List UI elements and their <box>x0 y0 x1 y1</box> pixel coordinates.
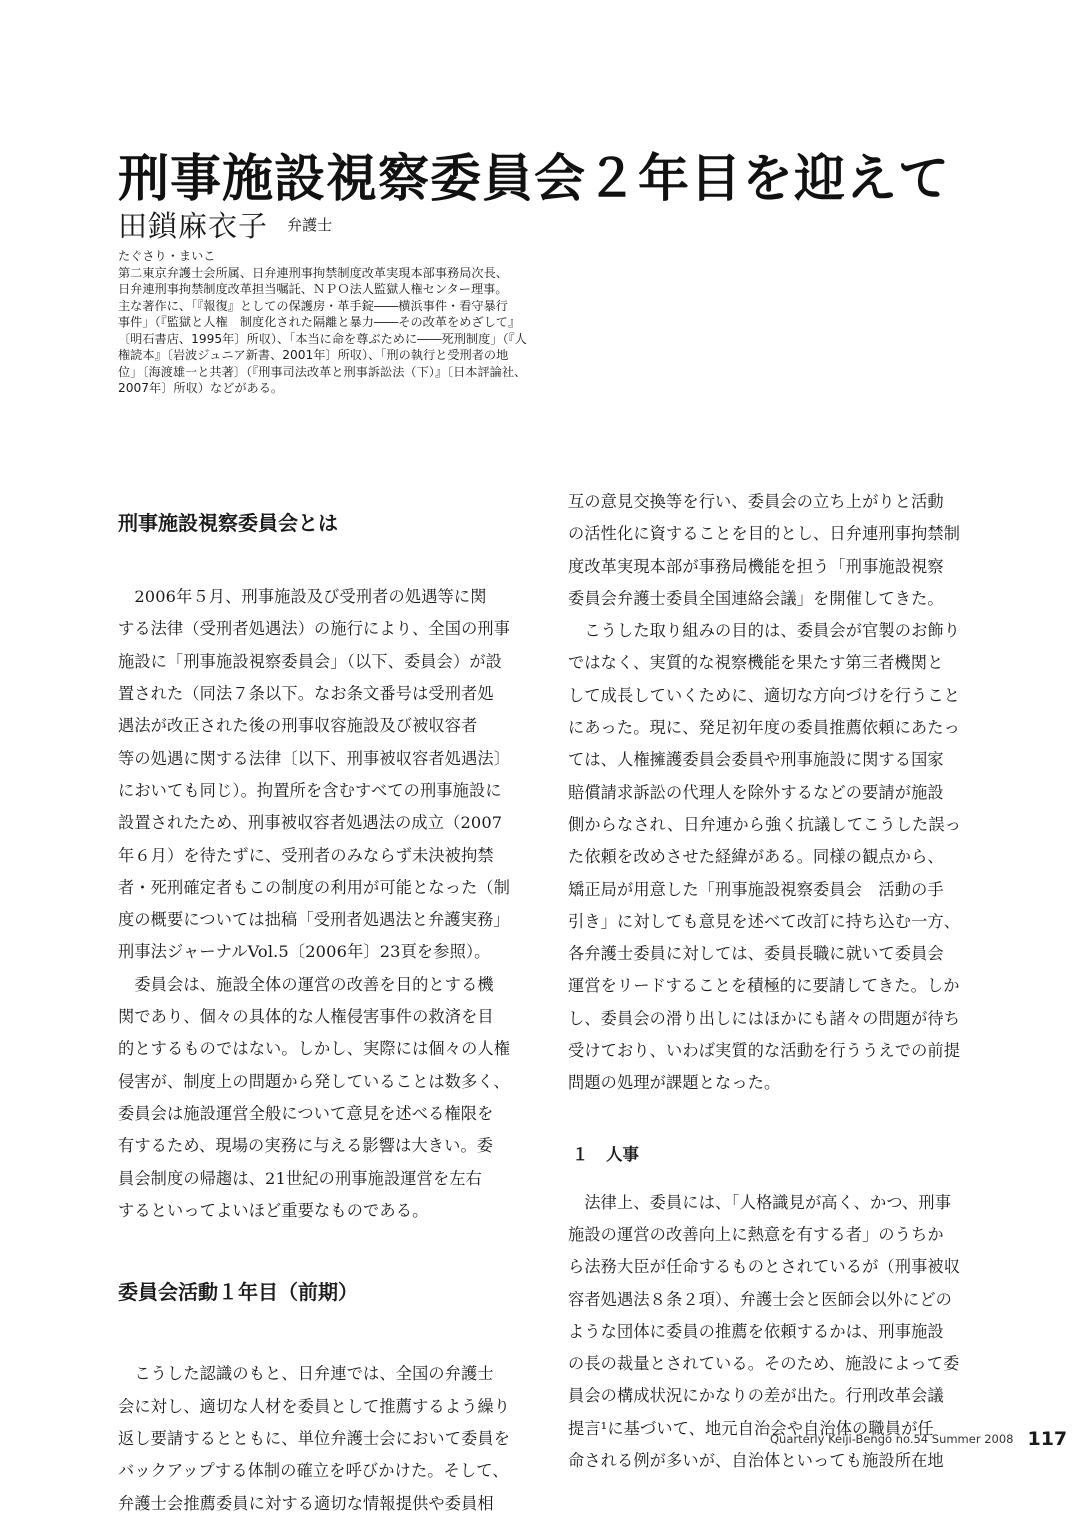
text-line: こうした取り組みの目的は、委員会が官製のお飾り <box>568 621 961 641</box>
paragraph <box>118 969 543 1227</box>
text-line: 2007年〕所収）などがある。 <box>118 381 284 395</box>
text-line: 賠償請求訴訟の代理人を除外するなどの要請が施設 <box>568 782 944 802</box>
text-line: 日弁連刑事拘禁制度改革担当嘱託、ＮＰＯ法人監獄人権センター理事。 <box>118 282 508 296</box>
text-line: 第二東京弁護士会所属、日弁連刑事拘禁制度改革実現本部事務局次長、 <box>118 265 508 280</box>
author-profile <box>118 248 578 397</box>
text-line: バックアップする体制の確立を呼びかけた。そして、 <box>118 1461 509 1481</box>
page-number: 117 <box>1027 1428 1068 1450</box>
text-line: 侵害が、制度上の問題から発していることは数多く、 <box>118 1071 510 1091</box>
text-line: 度改革実現本部が事務局機能を担う「刑事施設視察 <box>568 556 944 576</box>
text-line: 互の意見交換等を行い、委員会の立ち上がりと活動 <box>568 492 944 511</box>
paragraph <box>568 486 993 615</box>
text-line: 者・死刑確定者もこの制度の利用が可能となった（制 <box>118 877 511 897</box>
text-line: にあった。現に、発足初年度の委員推薦依頼にあたっ <box>568 718 960 738</box>
text-line: ら法務大臣が任命するものとされているが（刑事被収 <box>568 1257 961 1277</box>
text-line: 受けており、いわば実質的な活動を行ううえでの前提 <box>568 1041 961 1061</box>
text-line: 法律上、委員には、「人格識見が高く、かつ、刑事 <box>568 1192 952 1212</box>
text-line: 側からなされ、日弁連から強く抗議してこうした誤っ <box>568 814 962 834</box>
text-line: するといってよいほど重要なものである。 <box>118 1200 429 1220</box>
text-line: 施設に「刑事施設視察委員会」（以下、委員会）が設 <box>118 651 502 671</box>
text-line: 事件」（『監獄と人権 制度化された隔離と暴力――その改革をめざして』 <box>118 315 521 329</box>
text-line: 委員会は、施設全体の運営の改善を目的とする機 <box>118 974 494 994</box>
author-name: 田鎖麻衣子 <box>118 209 269 243</box>
page-footer <box>770 1428 1067 1450</box>
text-line: 会に対し、適切な人材を委員として推薦するよう繰り <box>118 1396 511 1416</box>
text-line: 矯正局が用意した「刑事施設視察委員会 活動の手 <box>568 879 944 899</box>
text-line: 権読本』〔岩波ジュニア新書、2001年〕所収）、「刑の執行と受刑者の地 <box>118 348 509 362</box>
text-line: 返し要請するとともに、単位弁護士会において委員を <box>118 1428 511 1448</box>
text-line: 〔明石書店、1995年〕所収）、「本当に命を尊ぶために――死刑制度」（『人 <box>118 331 527 346</box>
subsection-number: １ <box>572 1145 589 1165</box>
text-line: 度の概要については拙稿「受刑者処遇法と弁護実務」 <box>118 910 510 930</box>
text-line: して成長していくために、適切な方向づけを行うこと <box>568 685 961 705</box>
subsection-heading <box>568 1140 993 1170</box>
text-line: 容者処遇法８条２項）、弁護士会と医師会以外にどの <box>568 1289 952 1309</box>
text-line: 施設の運営の改善向上に熱意を有する者」のうちか <box>568 1224 944 1244</box>
text-line: ては、人権擁護委員会委員や刑事施設に関する国家 <box>568 750 944 770</box>
text-line: 主な著作に、「『報復』としての保護房・革手錠――横浜事件・看守暴行 <box>118 298 508 313</box>
text-line: 有するため、現場の実務に与える影響は大きい。委 <box>118 1136 494 1156</box>
text-line: 2006年５月、刑事施設及び受刑者の処遇等に関 <box>118 587 487 607</box>
profile-text <box>118 265 578 397</box>
subsection-title: 人事 <box>606 1145 639 1165</box>
text-line: する法律（受刑者処遇法）の施行により、全国の刑事 <box>118 619 511 639</box>
paragraph <box>568 615 993 1099</box>
text-line: 年６月）を待たずに、受刑者のみならず未決被拘禁 <box>118 845 494 865</box>
text-line: 委員会は施設運営全般について意見を述べる権限を <box>118 1103 494 1123</box>
text-line: 位」〔海渡雄一と共著〕（『刑事司法改革と刑事訴訟法（下）』〔日本評論社、 <box>118 364 527 379</box>
text-line: 刑事法ジャーナルVol.5〔2006年〕23頁を参照）。 <box>118 942 491 962</box>
text-line: 置された（同法７条以下。なお条文番号は受刑者処 <box>118 684 494 704</box>
journal-name: Quarterly Keiji-Bengo no.54 Summer 2008 <box>770 1432 1014 1446</box>
text-line: 委員会弁護士委員全国連絡会議」を開催してきた。 <box>568 588 944 608</box>
article-title: 刑事施設視察委員会２年目を迎えて <box>118 150 951 210</box>
author-role: 弁護士 <box>287 216 333 234</box>
paragraph <box>118 1358 543 1519</box>
text-line: 関であり、個々の具体的な人権侵害事件の救済を目 <box>118 1007 494 1027</box>
text-line: た依頼を改めさせた経緯がある。同様の観点から、 <box>568 847 944 867</box>
text-line: 引き」に対しても意見を述べて改訂に持ち込む一方、 <box>568 911 961 931</box>
text-line: こうした認識のもと、日弁連では、全国の弁護士 <box>118 1364 494 1384</box>
text-line: ではなく、実質的な視察機能を果たす第三者機関と <box>568 653 944 673</box>
text-line: 的とするものではない。しかし、実際には個々の人権 <box>118 1039 511 1059</box>
text-line: においても同じ）。拘置所を含むすべての刑事施設に <box>118 780 502 800</box>
text-line: 提言¹に基づいて、地元自治会や自治体の職員が任 <box>568 1418 934 1438</box>
right-column <box>568 486 993 1477</box>
author-line <box>118 207 332 245</box>
section-heading-1: 刑事施設視察委員会とは <box>118 510 338 535</box>
section-heading-2: 委員会活動１年目（前期） <box>118 1279 358 1304</box>
left-column <box>118 486 543 1520</box>
author-reading: たぐさり・まいこ <box>118 249 216 263</box>
text-line: の活性化に資することを目的とし、日弁連刑事拘禁制 <box>568 524 961 544</box>
text-line: 命される例が多いが、自治体といっても施設所在地 <box>568 1451 944 1471</box>
text-line: 員会の構成状況にかなりの差が出た。行刑改革会議 <box>568 1386 944 1406</box>
text-line: 員会制度の帰趨は、21世紀の刑事施設運営を左右 <box>118 1168 482 1188</box>
text-line: 設置されたため、刑事被収容者処遇法の成立（2007 <box>118 813 503 833</box>
text-line: 遇法が改正された後の刑事収容施設及び被収容者 <box>118 716 478 736</box>
text-line: 弁護士会推薦委員に対する適切な情報提供や委員相 <box>118 1493 494 1513</box>
text-line: 運営をリードすることを積極的に要請してきた。しか <box>568 976 960 996</box>
text-line: 問題の処理が課題となった。 <box>568 1073 781 1093</box>
text-line: ような団体に委員の推薦を依頼するかは、刑事施設 <box>568 1321 944 1341</box>
text-line: 等の処遇に関する法律〔以下、刑事被収容者処遇法〕 <box>118 748 511 768</box>
paragraph <box>118 581 543 969</box>
text-line: 各弁護士委員に対しては、委員長職に就いて委員会 <box>568 944 944 964</box>
text-line: の長の裁量とされている。そのため、施設によって委 <box>568 1354 960 1374</box>
text-line: し、委員会の滑り出しにはほかにも諸々の問題が待ち <box>568 1008 961 1028</box>
